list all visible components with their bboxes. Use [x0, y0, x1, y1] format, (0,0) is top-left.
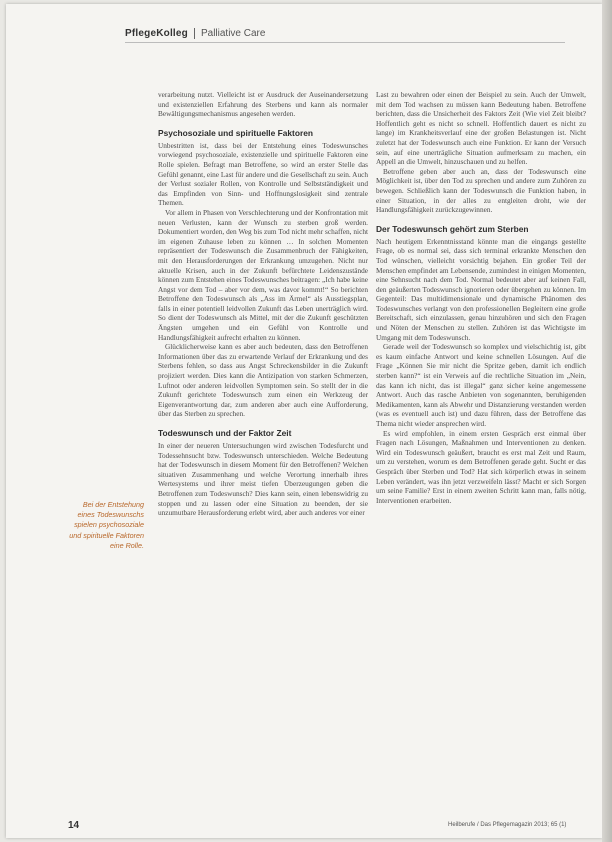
page-footer: [6, 820, 602, 832]
page: [6, 4, 602, 838]
section-name: Palliative Care: [200, 27, 266, 39]
header-rule: [125, 42, 565, 43]
right-column: [376, 90, 586, 505]
subheading: Psychosoziale und spirituelle Faktoren: [158, 127, 313, 138]
paragraph: Nach heutigem Erkenntnisstand könnte man die eingangs gestellte Frage, ob es normal sei, dass sich terminal erkrankte Menschen den Tod wünschen, vielleicht vorsichtig bejahen. Ein großer Teil der Menschen empfindet am Lebensende, zumindest in einigen Momenten, eine Sehnsucht nach dem Tod. Normal bedeutet aber auf keinen Fall, den geäußerten Todeswunsch ignorieren oder übergehen zu können. Im Gegenteil: Das multidimensionale und dynamische Phänomen des Todeswunsches verlangt von den professionellen Begleitern eine große Bereitschaft, sich einzulassen, genau hinzuhören und sich den Fragen und Nöten der Menschen zu stellen. Zuhören ist das Wichtigste im Umgang mit dem Todeswunsch.: [376, 236, 586, 342]
paragraph: Last zu bewahren oder einen der Beispiel zu sein. Auch der Umwelt, mit dem Tod wachsen zu müssen kann Bedeutung haben. Betroffene berichten, dass die Unsicherheit des Faktors Zeit (Wie viel Zeit bleibt? Hoffentlich geht es nicht so schnell. Hoffentlich dauert es nicht zu lange) im Krankheitsverlauf eine der großen Belastungen ist. Nicht zuletzt hat der Todeswunsch auch eine Funktion. Er kann der Versuch sein, auf eine unerträgliche Situation aufmerksam zu machen, ein Appell an die Umwelt, hinzuschauen und zu helfen.: [376, 90, 586, 167]
running-header: [125, 26, 565, 40]
paragraph: Glücklicherweise kann es aber auch bedeuten, dass den Betroffenen Informationen über das zu erwartende Verlauf der Erkrankung und des Sterbens fehlen, so dass aus Angst Schreckensbilder in die Zukunft projiziert werden. Dies kann die Antizipation von starken Schmerzen, Luftnot oder anderen leidvollen Symptomen sein. So stellt der in die Zukunft gerichtete Todeswunsch zum einen ein Werkzeug der Eigenverantwortung dar, zum anderen aber auch eine Aufforderung, über das Sterben zu sprechen.: [158, 342, 368, 419]
paragraph: In einer der neueren Untersuchungen wird zwischen Todesfurcht und Todessehnsucht bzw. Todeswunsch unterschieden. Welche Bedeutung hat der Todeswunsch in diesem Moment für den Betroffenen? Welchen situativen Zusammenhang und welche Verortung innerhalb ihres Wertesystems und ihrer meist tiefen Überzeugungen geben die Betroffenen zum Todeswunsch? Dies kann sein, einen lebenswidrig zu stoppen und zu lassen oder eine Situation zu beenden, der sie unzumutbare Herausforderung erlebt wird, aber auch anderes vor einer: [158, 441, 368, 518]
paragraph: Betroffene geben aber auch an, dass der Todeswunsch eine Möglichkeit ist, über den Tod zu sprechen und andere zum Zuhören zu bewegen. Schließlich kann der Todeswunsch die Funktion haben, in einer Situation, in der alles zu entgleiten droht, wie der Handlungsfähigkeit zurückzugewinnen.: [376, 166, 586, 215]
page-edge-shadow: [602, 0, 612, 842]
pull-quote: Bei der Entstehung eines Todeswunschs spielen psychosoziale und spirituelle Faktoren eine Rolle.: [69, 500, 144, 550]
paragraph: Vor allem in Phasen von Verschlechterung und der Konfrontation mit neuen Verlusten, kann der Wunsch zu sterben groß werden. Dokumentiert worden, den Weg bis zum Tod nicht mehr schaffen, nicht im eigenen Zuhause leben zu können … In solchen Momenten repräsentiert der Todeswunsch die Zusammenbruch der Fähigkeiten, mit den Herausforderungen der Erkrankung umzugehen. Nicht nur aktuelle Krisen, auch in der Zukunft befürchtete Leidenszustände können zum Entstehen eines Todeswunsches beitragen: „Ich habe keine Angst vor dem Tod – aber vor dem, was davor kommt!“ So berichten Betroffene den Todeswunsch als „Ass im Ärmel“ als Ausstiegsplan, falls in einer potentiell leidvollen Zukunft das Leben unerträglich wird. So dient der Todeswunsch als Mittel, mit der die Zukunft geschützten Ängsten umgehen und ein Gefühl von Kontrolle und Handlungsfähigkeit aufrecht erhalten zu können.: [158, 207, 368, 342]
paragraph: Es wird empfohlen, in einem ersten Gespräch erst einmal über Fragen nach Lösungen, Maßnahmen und Interventionen zu denken. Wird ein Todeswunsch geäußert, braucht es erst mal Zeit und Raum, um zu verstehen, worum es dem Betroffenen gerade geht. Sucht er das Gespräch über Sterben und Tod? Hat sich körperlich etwas in seinem Leben verändert, was ihn jetzt verzweifeln lässt? Macht er sich Sorgen um seine Familie? Erst in einem zweiten Schritt kann man, falls nötig, Interventionen erarbeiten.: [376, 428, 586, 505]
subheading: Der Todeswunsch gehört zum Sterben: [376, 223, 529, 234]
paragraph: verarbeitung nutzt. Vielleicht ist er Ausdruck der Auseinandersetzung und existenziellen Erfahrung des Sterbens und kann als normaler Bewältigungsmechanismus angesehen werden.: [158, 90, 368, 119]
page-number: 14: [68, 820, 80, 831]
subheading: Todeswunsch und der Faktor Zeit: [158, 428, 292, 438]
header-separator: [194, 28, 195, 39]
paragraph: Gerade weil der Todeswunsch so komplex und vielschichtig ist, gibt es kaum einfache Antwort und keine schnellen Lösungen. Auf die Frage „Können Sie mir nicht die Spritze geben, damit ich endlich sterben kann?“ ist ein Verweis auf die rechtliche Situation im „Nein, das kann ich nicht, das ist illegal“ ganz sicher keine angemessene Antwort. Auch das rasche Anbieten von sogenannten, beruhigenden Medikamenten, kann als Abwehr und Distanzierung verstanden werden (was es eventuell auch ist) und dazu führen, dass der Betroffene das Thema nicht wieder ansprechen wird.: [376, 342, 586, 428]
paragraph: Unbestritten ist, dass bei der Entstehung eines Todeswunsches vorwiegend psychosoziale, existenzielle und spirituelle Faktoren eine Rolle spielen. Befragt man Betroffene, so wird an erster Stelle das Gefühl genannt, eine Last für andere und die Gesellschaft zu sein. Auch der Verlust sozialer Rollen, von Kontrolle und Selbstständigkeit und das Empfinden von Sinn- und Hoffnungslosigkeit sind zentrale Themen.: [158, 140, 368, 208]
journal-brand: PflegeKolleg: [125, 27, 188, 39]
journal-citation: Heilberufe / Das Pflegemagazin 2013; 65 (1): [448, 822, 567, 828]
left-column: [158, 90, 368, 518]
